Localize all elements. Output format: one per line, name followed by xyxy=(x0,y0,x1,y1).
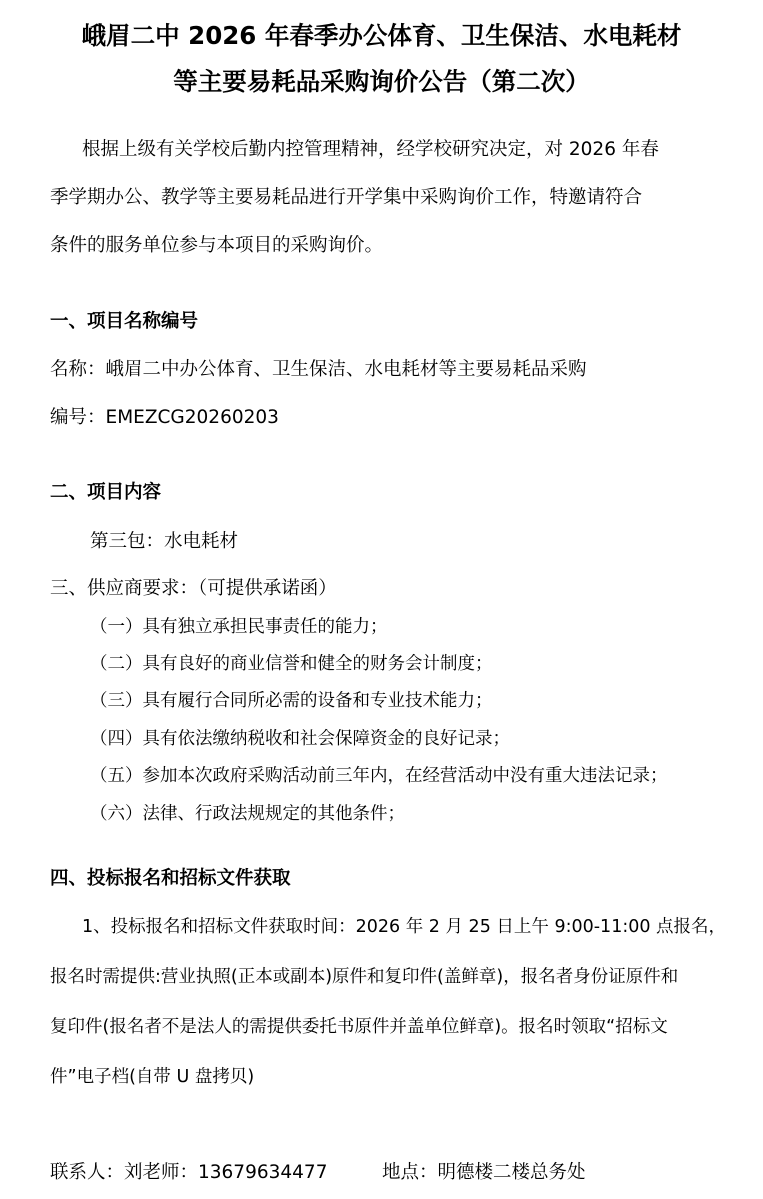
registration-line-2: 报名时需提供:营业执照(正本或副本)原件和复印件(盖鲜章)，报名者身份证原件和 xyxy=(50,967,679,987)
requirement-item: （二）具有良好的商业信誉和健全的财务会计制度； xyxy=(90,654,493,674)
project-name: 名称：峨眉二中办公体育、卫生保洁、水电耗材等主要易耗品采购 xyxy=(50,359,587,380)
requirement-item: （三）具有履行合同所必需的设备和专业技术能力； xyxy=(90,691,493,711)
section-4-heading: 四、投标报名和招标文件获取 xyxy=(50,868,291,889)
contact-person: 联系人：刘老师：13679634477 xyxy=(50,1162,328,1183)
intro-line-1: 根据上级有关学校后勤内控管理精神，经学校研究决定，对 2026 年春 xyxy=(82,139,659,160)
contact-location: 地点：明德楼二楼总务处 xyxy=(382,1162,586,1183)
section-1-heading: 一、项目名称编号 xyxy=(50,311,199,332)
requirement-item: （六）法律、行政法规规定的其他条件； xyxy=(90,804,405,824)
section-2-heading: 二、项目内容 xyxy=(50,482,162,503)
document-title-line-1: 峨眉二中 2026 年春季办公体育、卫生保洁、水电耗材 xyxy=(81,21,682,50)
requirement-item: （五）参加本次政府采购活动前三年内，在经营活动中没有重大违法记录； xyxy=(90,766,668,786)
registration-line-1: 1、投标报名和招标文件获取时间：2026 年 2 月 25 日上午 9:00-11:00 点报名， xyxy=(82,917,727,937)
requirement-item: （一）具有独立承担民事责任的能力； xyxy=(90,617,388,637)
intro-line-3: 条件的服务单位参与本项目的采购询价。 xyxy=(50,235,384,256)
document-title-line-2: 等主要易耗品采购询价公告（第二次） xyxy=(173,67,590,96)
section-3-heading: 三、供应商要求：（可提供承诺函） xyxy=(50,578,337,599)
registration-line-3: 复印件(报名者不是法人的需提供委托书原件并盖单位鲜章)。报名时领取“招标文 xyxy=(50,1017,668,1037)
registration-line-4: 件”电子档(自带 U 盘拷贝) xyxy=(50,1067,255,1087)
project-code: 编号：EMEZCG20260203 xyxy=(50,407,279,428)
requirement-item: （四）具有依法缴纳税收和社会保障资金的良好记录； xyxy=(90,729,510,749)
package-label: 第三包：水电耗材 xyxy=(90,531,239,552)
intro-line-2: 季学期办公、教学等主要易耗品进行开学集中采购询价工作，特邀请符合 xyxy=(50,187,643,208)
